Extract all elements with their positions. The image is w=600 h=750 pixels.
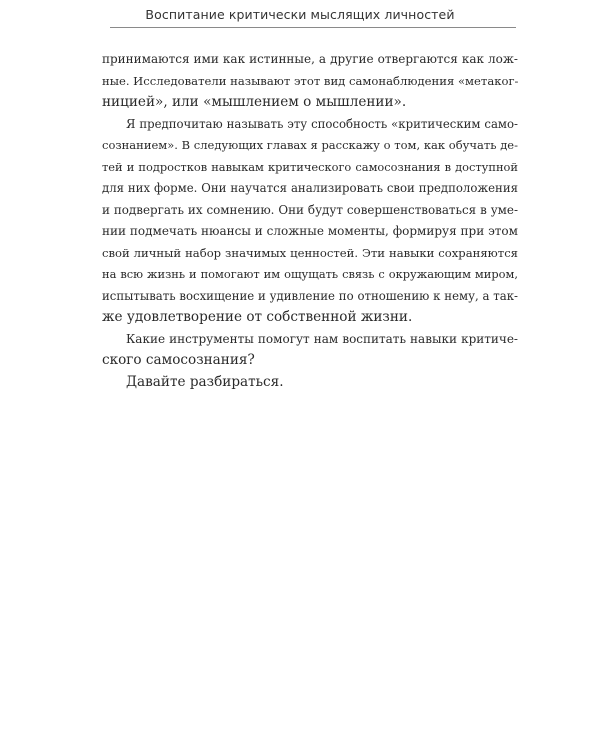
paragraph-4 [102, 372, 518, 394]
text-line: и подвергать их сомнению. Они будут совершенствоваться в уме- [102, 202, 518, 217]
text-line: на всю жизнь и помогают им ощущать связь с окружающим миром, [102, 267, 518, 281]
text-line: Я предпочитаю называть эту способность «критическим само- [126, 116, 518, 131]
paragraph-3 [102, 329, 518, 372]
paragraph-1 [102, 49, 518, 114]
text-line: принимаются ими как истинные, а другие отвергаются как лож- [102, 52, 518, 66]
text-line: сознанием». В следующих главах я расскажу о том, как обучать де- [102, 138, 518, 152]
text-line: ные. Исследователи называют этот вид самонаблюдения «метаког- [102, 73, 519, 88]
body-text [102, 49, 518, 393]
text-line: Какие инструменты помогут нам воспитать навыки критиче- [126, 331, 518, 346]
header-rule [110, 27, 516, 28]
text-line: для них форме. Они научатся анализировать свои предположения [102, 181, 518, 195]
running-header: Воспитание критически мыслящих личностей [145, 7, 455, 22]
text-line: свой личный набор значимых ценностей. Эти навыки сохраняются [102, 245, 518, 260]
text-line: ницией», или «мышлением о мышлении». [102, 94, 407, 110]
text-line: ского самосознания? [102, 352, 255, 368]
text-line: же удовлетворение от собственной жизни. [102, 309, 413, 325]
text-line: испытывать восхищение и удивление по отношению к нему, а так- [102, 288, 518, 303]
text-line: тей и подростков навыкам критического самосознания в доступной [102, 159, 518, 174]
text-line: Давайте разбираться. [126, 373, 284, 390]
paragraph-2 [102, 114, 518, 329]
text-line: нии подмечать нюансы и сложные моменты, формируя при этом [102, 224, 518, 238]
